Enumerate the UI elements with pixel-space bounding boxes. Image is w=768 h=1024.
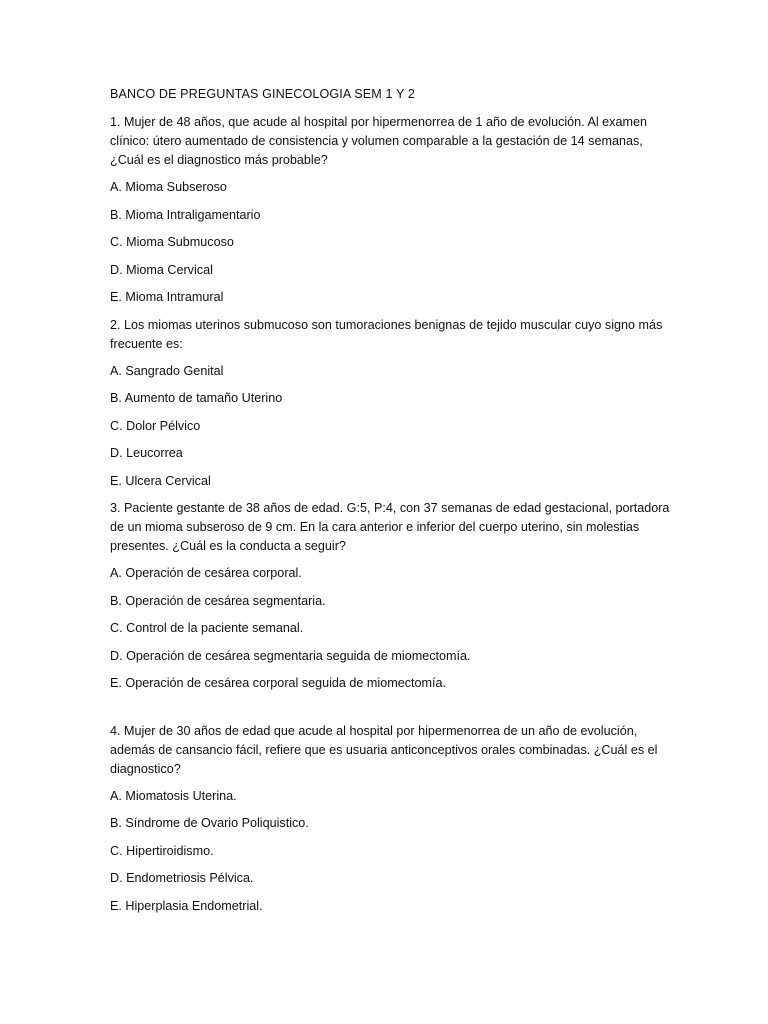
answer-option: A. Miomatosis Uterina.: [110, 788, 237, 803]
answer-option: A. Mioma Subseroso: [110, 180, 227, 194]
section-spacer: [110, 702, 670, 722]
question-text: 2. Los miomas uterinos submucoso son tumoraciones benignas de tejido muscular cuyo signo más frecuente es:: [110, 317, 663, 351]
answer-option: E. Ulcera Cervical: [110, 473, 211, 488]
answer-option: C. Dolor Pélvico: [110, 418, 201, 433]
question-text: 4. Mujer de 30 años de edad que acude al hospital por hipermenorrea de un año de evolución, además de cansancio fácil, refiere que es usuaria anticonceptivos orales combinadas. ¿Cuál es el diagnostico?: [110, 723, 658, 776]
answer-option: B. Síndrome de Ovario Poliquistico.: [110, 816, 309, 830]
page-title: BANCO DE PREGUNTAS GINECOLOGIA SEM 1 Y 2: [110, 87, 415, 101]
answer-option: C. Mioma Submucoso: [110, 235, 234, 249]
answer-option: A. Operación de cesárea corporal.: [110, 566, 302, 580]
answer-option: B. Aumento de tamaño Uterino: [110, 391, 283, 405]
question-text: 3. Paciente gestante de 38 años de edad. G:5, P:4, con 37 semanas de edad gestacional, portadora de un mioma subseroso de 9 cm. En la cara anterior e inferior del cuerpo uterino, sin molestias presentes. ¿Cuál es la conducta a seguir?: [110, 501, 670, 553]
question-3: [110, 499, 670, 693]
answer-option: E. Operación de cesárea corporal seguida de miomectomía.: [110, 676, 447, 690]
document-content: [110, 85, 670, 924]
question-2: [110, 316, 670, 491]
answer-option: D. Operación de cesárea segmentaria seguida de miomectomía.: [110, 648, 471, 663]
answer-option: D. Mioma Cervical: [110, 262, 213, 277]
answer-option: B. Mioma Intraligamentario: [110, 207, 261, 222]
question-text: 1. Mujer de 48 años, que acude al hospital por hipermenorrea de 1 año de evolución. Al examen clínico: útero aumentado de consistencia y volumen comparable a la gestación de 14 semanas, ¿Cuál es el diagnostico más probable?: [110, 115, 647, 167]
question-1: [110, 113, 670, 307]
answer-option: A. Sangrado Genital: [110, 363, 224, 378]
answer-option: D. Leucorrea: [110, 446, 183, 460]
question-4: [110, 722, 670, 916]
answer-option: C. Control de la paciente semanal.: [110, 621, 304, 635]
answer-option: C. Hipertiroidismo.: [110, 843, 214, 858]
answer-option: D. Endometriosis Pélvica.: [110, 871, 254, 885]
answer-option: E. Hiperplasia Endometrial.: [110, 898, 263, 913]
answer-option: E. Mioma Intramural: [110, 290, 224, 304]
answer-option: B. Operación de cesárea segmentaria.: [110, 593, 326, 608]
